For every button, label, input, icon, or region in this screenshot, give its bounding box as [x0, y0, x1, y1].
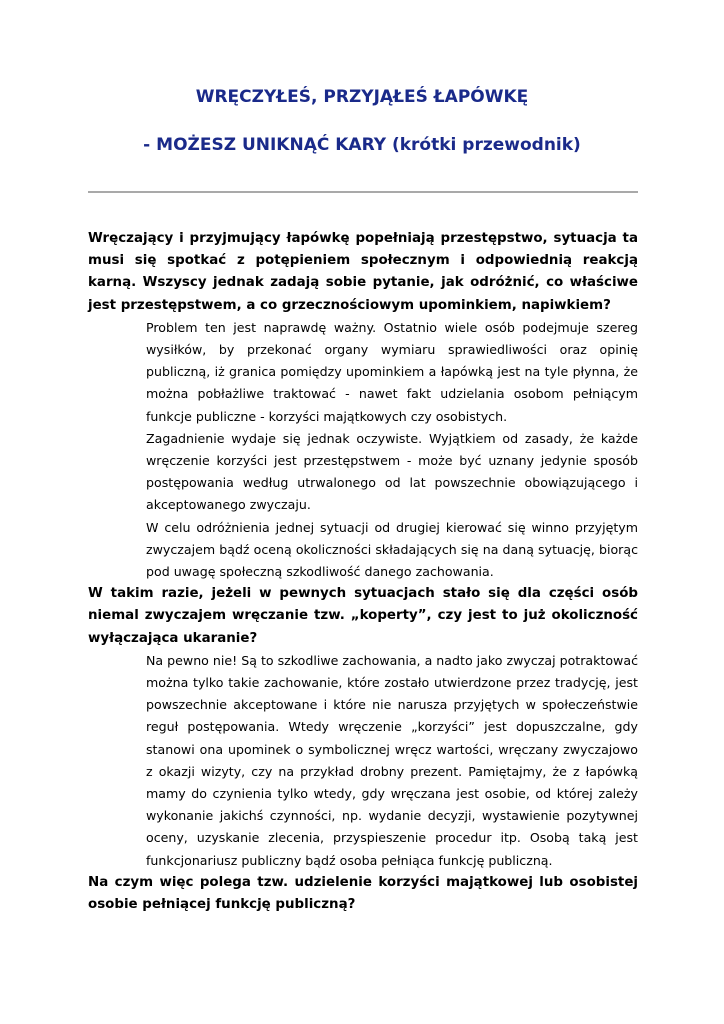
- document-body: [88, 228, 638, 916]
- answer-paragraph: Zagadnienie wydaje się jednak oczywiste. Wyjątkiem od zasady, że każde wręczenie korzyści jest przestępstwem - może być uznany jedynie sposób postępowania według utrwalonego od lat powszechnie obowiązującego i akceptowanego zwyczaju.: [146, 430, 638, 513]
- horizontal-divider: [88, 191, 638, 193]
- answer-paragraph: Problem ten jest naprawdę ważny. Ostatnio wiele osób podejmuje szereg wysiłków, by przekonać organy wymiaru sprawiedliwości oraz opinię publiczną, iż granica pomiędzy upominkiem a łapówką jest na tyle płynna, że można pobłażliwe traktować - nawet fakt udzielania osobom pełniącym funkcje publiczne - korzyści majątkowych czy osobistych.: [146, 319, 638, 424]
- question-paragraph: Wręczający i przyjmujący łapówkę popełniają przestępstwo, sytuacja ta musi się spotkać z potępieniem społecznym i odpowiednią reakcją karną. Wszyscy jednak zadają sobie pytanie, jak odróżnić, co właściwe jest przestępstwem, a co grzecznościowym upominkiem, napiwkiem?: [88, 231, 638, 313]
- question-paragraph: Na czym więc polega tzw. udzielenie korzyści majątkowej lub osobistej osobie pełniącej funkcję publiczną?: [88, 874, 638, 913]
- document-title-line-1: WRĘCZYŁEŚ, PRZYJĄŁEŚ ŁAPÓWKĘ: [195, 87, 529, 107]
- answer-paragraph: W celu odróżnienia jednej sytuacji od drugiej kierować się winno przyjętym zwyczajem bądź oceną okoliczności składających się na daną sytuację, biorąc pod uwagę społeczną szkodliwość danego zachowania.: [146, 519, 638, 580]
- answer-paragraph: Na pewno nie! Są to szkodliwe zachowania, a nadto jako zwyczaj potraktować można tylko takie zachowanie, które zostało utwierdzone przez tradycję, jest powszechnie akceptowane i które nie narusza przyjętych w społeczeństwie reguł postępowania. Wtedy wręczenie „korzyści” jest dopuszczalne, gdy stanowi ona upominek o symbolicznej wręcz wartości, wręczany zwyczajowo z okazji wizyty, czy na przykład drobny prezent. Pamiętajmy, że z łapówką mamy do czynienia tylko wtedy, gdy wręczana jest osobie, od której zależy wykonanie jakichś czynności, np. wydanie decyzji, wystawienie pozytywnej oceny, uzyskanie zlecenia, przyspieszenie procedur itp. Osobą taką jest funkcjonariusz publiczny bądź osoba pełniąca funkcję publiczną.: [146, 652, 638, 868]
- question-paragraph: W takim razie, jeżeli w pewnych sytuacjach stało się dla części osób niemal zwyczajem wręczanie tzw. „koperty”, czy jest to już okoliczność wyłączająca ukaranie?: [88, 586, 638, 646]
- document-title-line-2: - MOŻESZ UNIKNĄĆ KARY (krótki przewodnik): [143, 135, 581, 155]
